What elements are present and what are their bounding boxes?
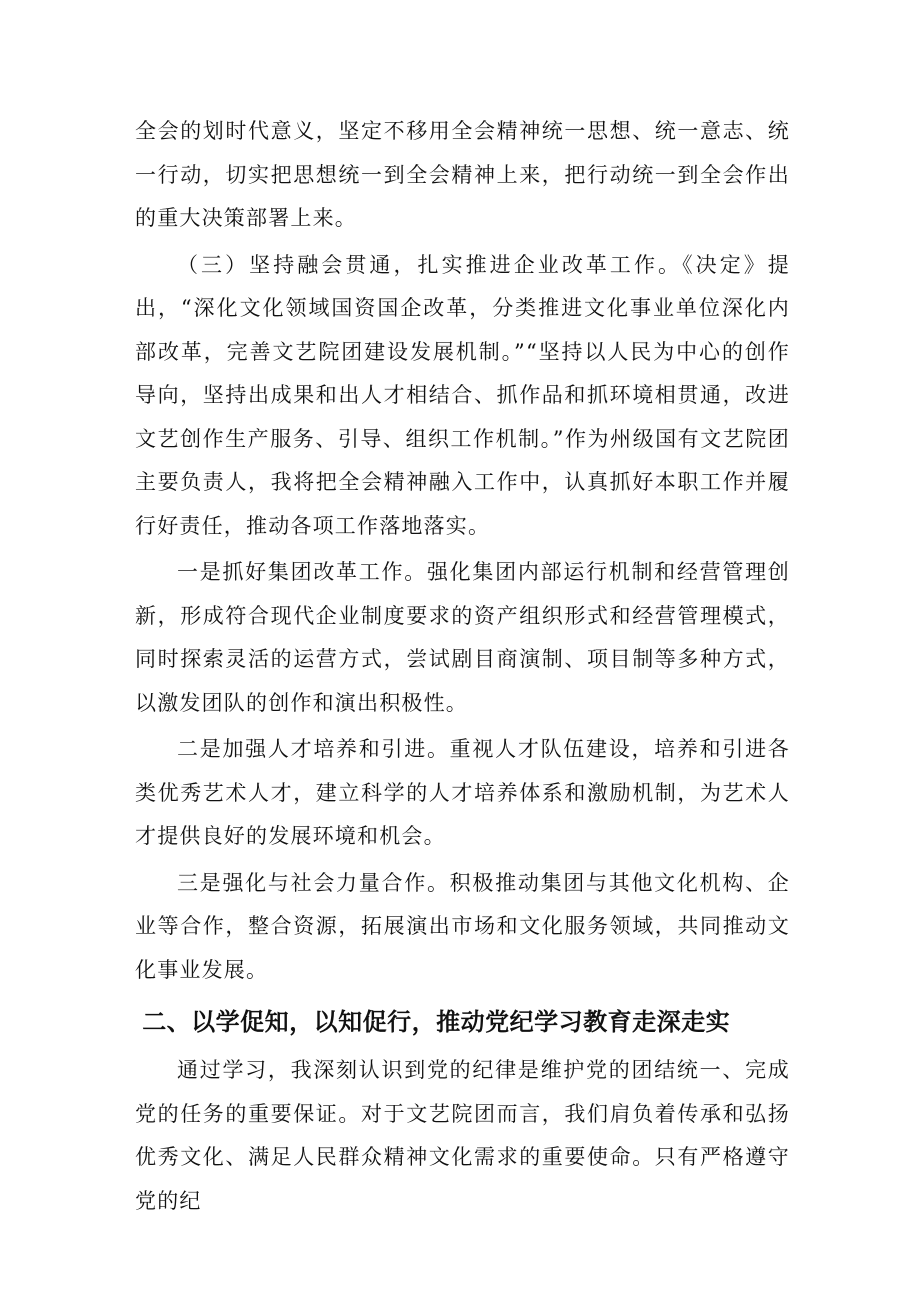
paragraph-point-one: 一是抓好集团改革工作。强化集团内部运行机制和经营管理创新，形成符合现代企业制度要求的资产组织形式和经营管理模式，同时探索灵活的运营方式，尝试剧目商演制、项目制等多种方式，以激发团队的创作和演出积极性。 bbox=[135, 560, 790, 715]
section-heading: 二、以学促知，以知促行，推动党纪学习教育走深走实 bbox=[142, 1008, 731, 1036]
paragraph-section-three: （三）坚持融会贯通，扎实推进企业改革工作。《决定》提出，“深化文化领域国资国企改革，分类推进文化事业单位深化内部改革，完善文艺院团建设发展机制。”“坚持以人民为中心的创作导向，坚持出成果和出人才相结合、抓作品和抓环境相贯通，改进文艺创作生产服务、引导、组织工作机制。”作为州级国有文艺院团主要负责人，我将把全会精神融入工作中，认真抓好本职工作并履行好责任，推动各项工作落地落实。 bbox=[135, 252, 790, 538]
paragraph-study-intro: 通过学习，我深刻认识到党的纪律是维护党的团结统一、完成党的任务的重要保证。对于文艺院团而言，我们肩负着传承和弘扬优秀文化、满足人民群众精神文化需求的重要使命。只有严格遵守党的纪 bbox=[135, 1058, 790, 1213]
paragraph-point-two: 二是加强人才培养和引进。重视人才队伍建设，培养和引进各类优秀艺术人才，建立科学的人才培养体系和激励机制，为艺术人才提供良好的发展环境和机会。 bbox=[135, 737, 790, 848]
paragraph-point-three: 三是强化与社会力量合作。积极推动集团与其他文化机构、企业等合作，整合资源，拓展演出市场和文化服务领域，共同推动文化事业发展。 bbox=[135, 870, 790, 982]
document-body bbox=[135, 110, 790, 1223]
paragraph-continued: 全会的划时代意义，坚定不移用全会精神统一思想、统一意志、统一行动，切实把思想统一到全会精神上来，把行动统一到全会作出的重大决策部署上来。 bbox=[135, 119, 790, 230]
